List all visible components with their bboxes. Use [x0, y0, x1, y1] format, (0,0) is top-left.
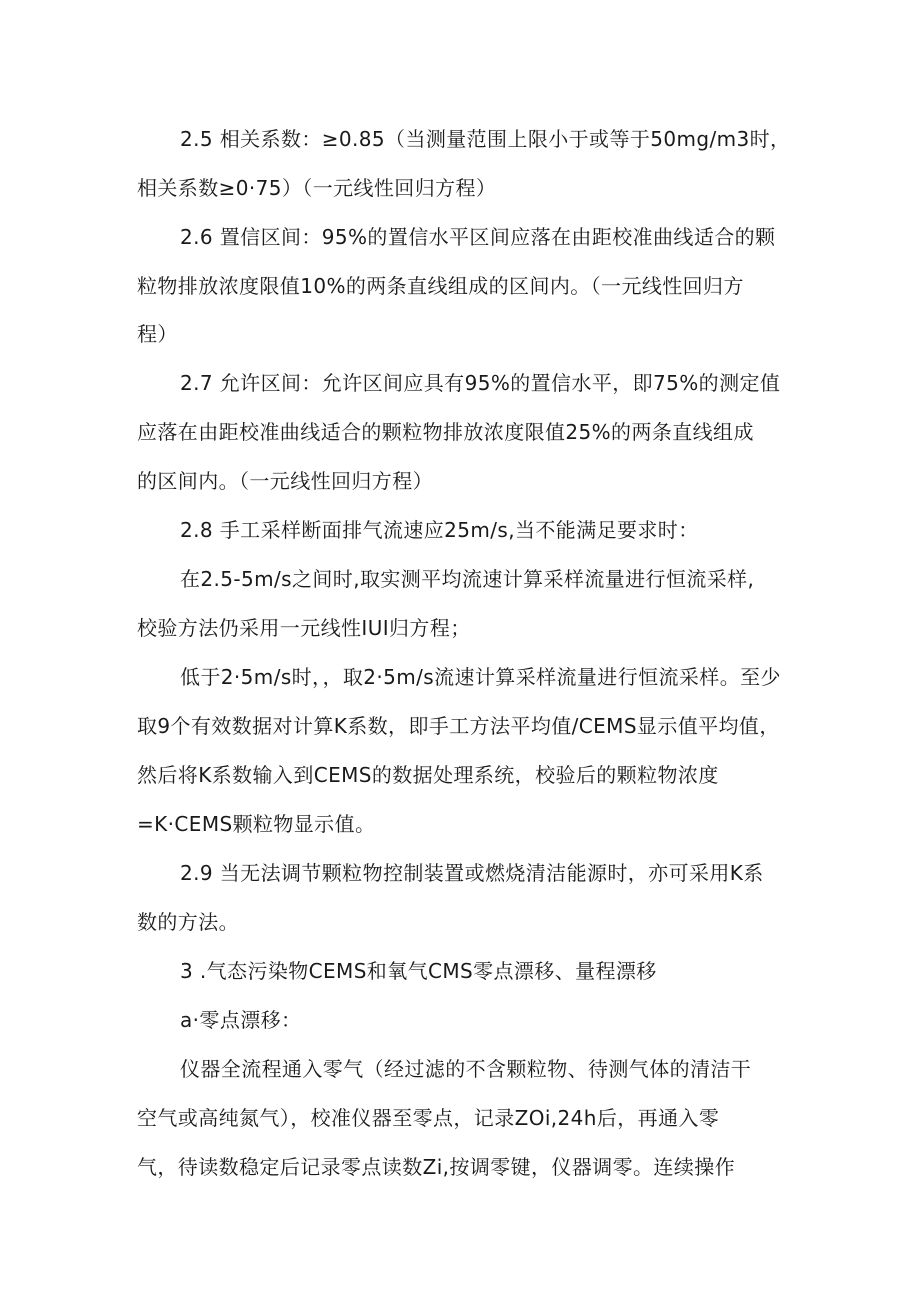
text-line-2-7: 2.7 允许区间：允许区间应具有95%的置信水平，即75%的测定值	[180, 371, 781, 395]
text-line-2-8-b-cont2: 然后将K系数输入到CEMS的数据处理系统，校验后的颗粒物浓度	[137, 763, 719, 787]
text-line-2-6-end: 程）	[137, 322, 178, 346]
text-line-2-9: 2.9 当无法调节颗粒物控制装置或燃烧清洁能源时，亦可采用K系	[180, 861, 764, 885]
text-line-3-a-cont: 空气或高纯氮气），校准仪器至零点，记录ZOi,24h后，再通入零	[137, 1106, 720, 1130]
text-line-2-9-end: 数的方法。	[137, 910, 239, 934]
text-line-2-8-b-end: =K·CEMS颗粒物显示值。	[137, 812, 376, 836]
text-line-2-8-b-cont: 取9个有效数据对计算K系数，即手工方法平均值/CEMS显示值平均值，	[137, 714, 780, 738]
text-line-2-6: 2.6 置信区间：95%的置信水平区间应落在由距校准曲线适合的颗	[180, 225, 776, 249]
text-line-2-8-a-cont: 校验方法仍采用一元线性IUI归方程；	[137, 616, 471, 640]
subheading-zero-drift: a·零点漂移：	[180, 1008, 302, 1032]
text-line-2-8: 2.8 手工采样断面排气流速应25m/s,当不能满足要求时：	[180, 518, 699, 542]
text-line-2-6-cont: 粒物排放浓度限值10%的两条直线组成的区间内。（一元线性回归方	[137, 274, 744, 298]
section-heading-3: 3 .气态污染物CEMS和氧气CMS零点漂移、量程漂移	[180, 959, 657, 983]
text-line-2-5-cont: 相关系数≥0·75）（一元线性回归方程）	[137, 176, 497, 200]
text-line-2-7-end: 的区间内。（一元线性回归方程）	[137, 469, 433, 493]
text-line-2-8-a: 在2.5-5m/s之间时,取实测平均流速计算采样流量进行恒流采样,	[180, 567, 755, 591]
text-line-3-a: 仪器全流程通入零气（经过滤的不含颗粒物、待测气体的清洁干	[180, 1057, 752, 1081]
text-line-3-a-cont2: 气，待读数稳定后记录零点读数Zi,按调零键，仪器调零。连续操作	[137, 1155, 736, 1179]
text-line-2-8-b: 低于2·5m/s时，，取2·5m/s流速计算采样流量进行恒流采样。至少	[180, 665, 781, 689]
text-line-2-5: 2.5 相关系数：≥0.85（当测量范围上限小于或等于50mg/m3时，	[180, 127, 791, 151]
text-line-2-7-cont: 应落在由距校准曲线适合的颗粒物排放浓度限值25%的两条直线组成	[137, 420, 754, 444]
